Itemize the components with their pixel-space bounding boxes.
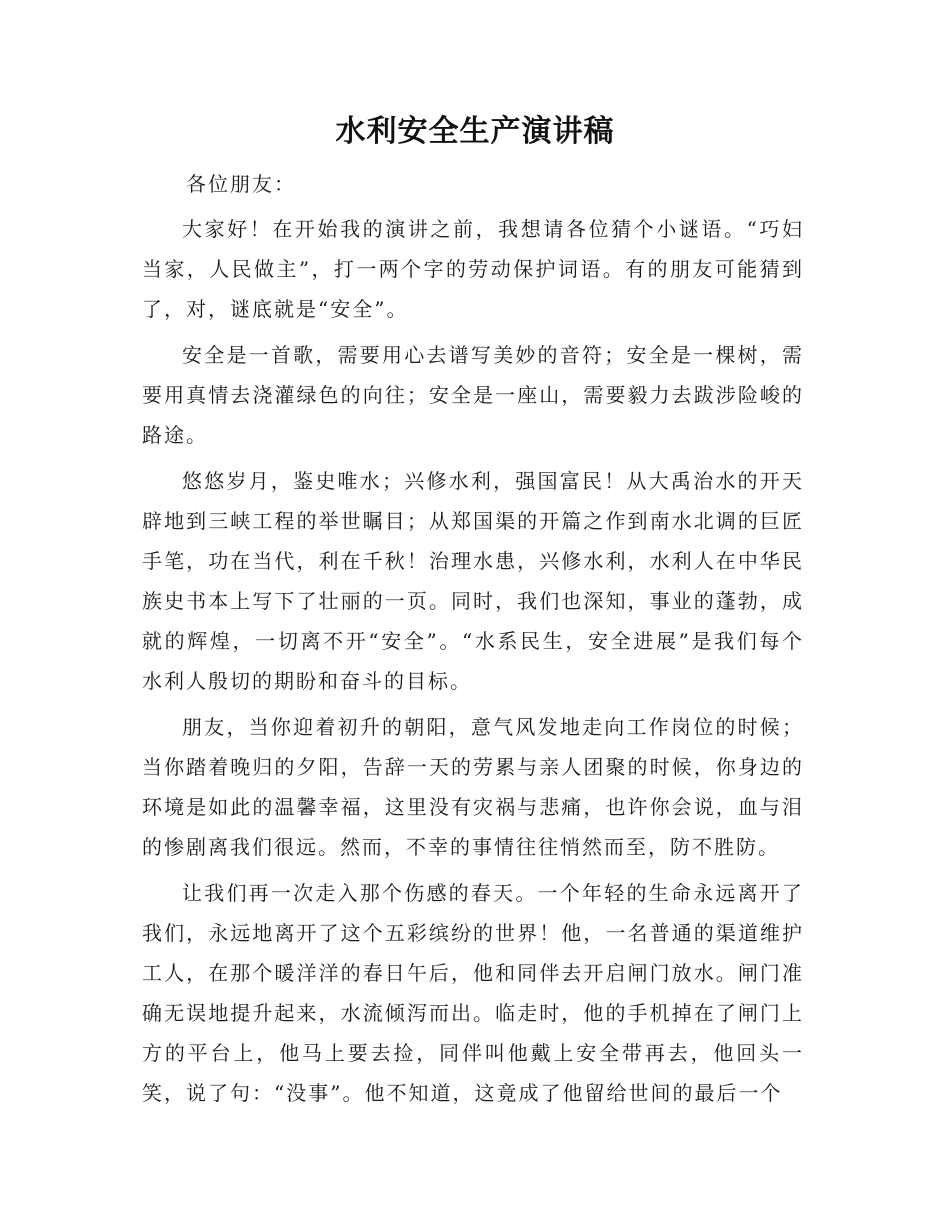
paragraph-1: 大家好！在开始我的演讲之前，我想请各位猜个小谜语。“巧妇当家，人民做主”，打一两个字的劳动保护词语。有的朋友可能猜到了，对，谜底就是“安全”。: [142, 217, 804, 321]
document-title: 水利安全生产演讲稿: [335, 114, 615, 149]
paragraph-4: 朋友，当你迎着初升的朝阳，意气风发地走向工作岗位的时候；当你踏着晚归的夕阳，告辞一天的劳累与亲人团聚的时候，你身边的环境是如此的温馨幸福，这里没有灾祸与悲痛，也许你会说，血与泪的惨剧离我们很远。然而，不幸的事情往往悄然而至，防不胜防。: [142, 715, 804, 859]
paragraph-5: 让我们再一次走入那个伤感的春天。一个年轻的生命永远离开了我们，永远地离开了这个五彩缤纷的世界！他，一名普通的渠道维护工人，在那个暖洋洋的春日午后，他和同伴去开启闸门放水。闸门准确无误地提升起来，水流倾泻而出。临走时，他的手机掉在了闸门上方的平台上，他马上要去捡，同伴叫他戴上安全带再去，他回头一笑，说了句：“没事”。他不知道，这竟成了他留给世间的最后一个: [142, 881, 804, 1105]
paragraph-3: 悠悠岁月，鉴史唯水；兴修水利，强国富民！从大禹治水的开天辟地到三峡工程的举世瞩目；从郑国渠的开篇之作到南水北调的巨匠手笔，功在当代，利在千秋！治理水患，兴修水利，水利人在中华民族史书本上写下了壮丽的一页。同时，我们也深知，事业的蓬勃，成就的辉煌，一切离不开“安全”。“水系民生，安全进展”是我们每个水利人殷切的期盼和奋斗的目标。: [142, 469, 804, 693]
document-body: [142, 164, 804, 1119]
salutation: 各位朋友：: [186, 172, 296, 196]
paragraph-2: 安全是一首歌，需要用心去谱写美妙的音符；安全是一棵树，需要用真情去浇灌绿色的向往；安全是一座山，需要毅力去跋涉险峻的路途。: [142, 343, 804, 447]
